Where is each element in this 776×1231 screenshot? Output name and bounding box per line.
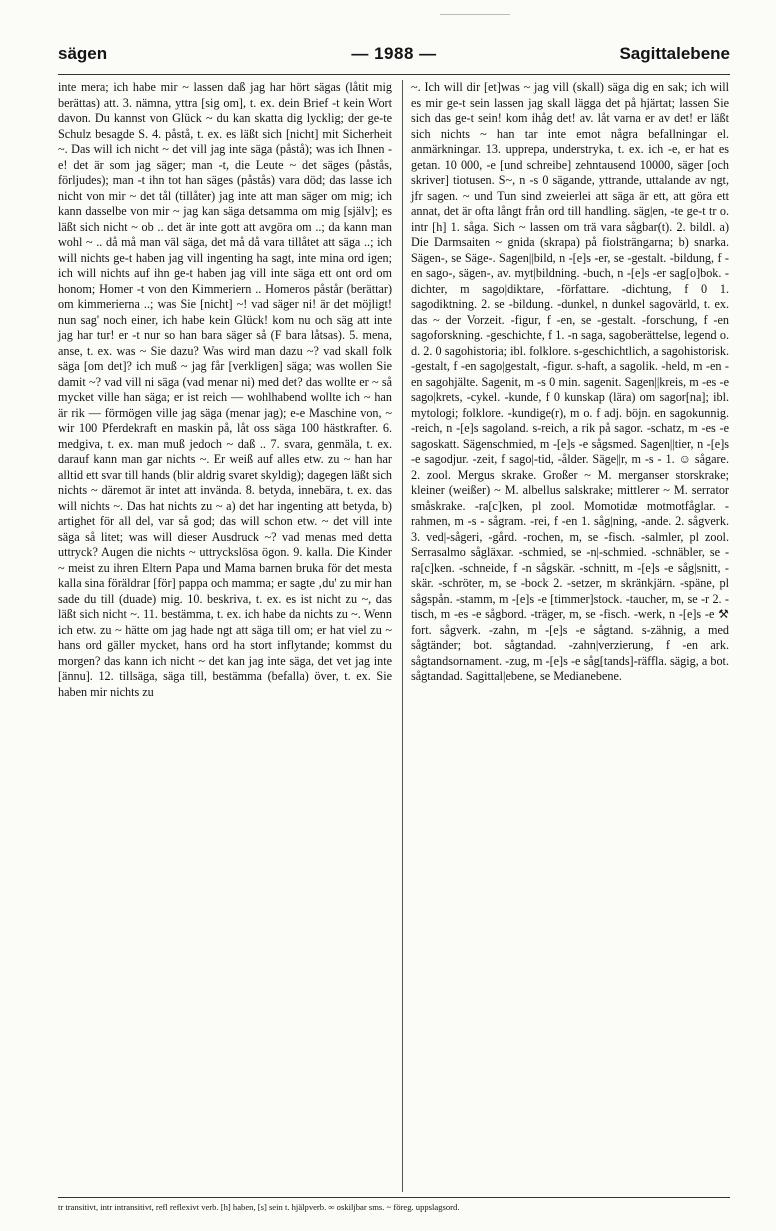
column-divider (402, 80, 403, 1192)
left-column (58, 80, 392, 700)
left-column-text: inte mera; ich habe mir ~ lassen daß jag har hört sägas (låtit mig berättas) att. 3. nämna, yttra [sig om], t. ex. dein Brief -t kein Wort davon. Du kannst von Glück ~ du kan skatta dig lycklig; der ge-te Schulz besagde S. 4. påstå, t. ex. es läßt sich [nicht] mit Sicherheit ~. Das will ich nicht ~ det vill jag inte säga (påstå); was ich Ihnen -e! det är som jag säger; man -t, die Leute ~ det säges (påstås, förljudes); man -t ihn tot han säges (påstås) vara död; das lasse ich nicht von mir ~ det tål (tillåter) jag inte att man säger om mig; ich kann dasselbe von mir ~ jag kan säga detsamma om mig [själv]; es läßt sich nicht ~ ob .. det är inte gott att avgöra om ..; da kann man wohl ~ .. då må man väl säga, det må då vara tillåtet att säga ..; ich will nichts ge-t haben jag vill ingenting ha sagt, inte mina ord igen; ich will nichts auf ihn ge-t haben jag vill inte säga ett ont ord om honom; Homer -t von den Kimmeriern .. Homeros påstår (berättar) om kimmerierna ..; was Sie [nicht] ~! vad säger ni! är det möjligt! nun sag' noch einer, ich habe kein Glück! kom nu och säg att inte jag har tur! er -t nur so han bara säger så (F bara låtsas). 5. mena, anse, t. ex. was ~ Sie dazu? Was wird man dazu ~? vad skall folk säga [om det]? ich muß ~ jag får [verkligen] säga; was wollen Sie damit ~? vad vill ni säga (vad menar ni) med det? das wollte er ~ så mycket ville han säga; er ist reich — wohlhabend wollte ich ~ han är rik — förmögen ville jag säga (menar jag); e-e Maschine von, ~ wir 100 Pferdekraft en maskin på, låt oss säga 100 hästkrafter. 6. medgiva, t. ex. man muß jedoch ~ daß .. 7. svara, genmäla, t. ex. darauf kann man gar nichts ~. Er weiß auf alles etw. zu ~ han har alltid ett svar till hands (blir aldrig svaret skyldig); dagegen läßt sich nichts ~ däremot är intet att invända. 8. betyda, innebära, t. ex. das will nichts ~. Das hat nichts zu ~ a) det har ingenting att betyda, b) artighet för all del, var så god; das will schon etw. ~ det vill inte säga så litet; was will dieser Ausdruck ~? vad menas med detta uttryck? Augen die nichts ~ uttryckslösa ögon. 9. kalla. Die Kinder ~ meist zu ihren Eltern Papa und Mama barnen bruka för det mesta kalla sina föräldrar [för] pappa och mamma; er sagte ‚du' zu mir han sade du till (duade) mig. 10. beskriva, t. ex. es ist nicht zu ~, das läßt sich nicht ~. 11. bestämma, t. ex. ich habe da nichts zu ~. Wenn ich etw. zu ~ hätte om jag hade ngt att säga till om; er hat viel zu ~ hans ord gäller mycket, hans ord ha stort inflytande; kommst du morgen? das kann ich nicht ~ det kan jag inte säga, det vet jag inte [ännu]. 12. tillsäga, säga till, bestämma (befalla) över, t. ex. Sie haben mir nichts zu (58, 80, 392, 699)
footer-rule (58, 1197, 730, 1198)
right-column-text: ~. Ich will dir [et]was ~ jag vill (skall) säga dig en sak; ich will es mir ge-t sein lassen jag skall lägga det på hjärtat; lassen Sie sich das ge-t sein! kom ihåg det! av. låt varna er av det! er läßt sich nichts ~ han tar inte emot några befallningar el. anmärkningar. 13. upprepa, understryka, t. ex. ich -e, er hat es getan. 10 000, -e [und schreibe] zehntausend 10000, säger [och skriver] tiotusen. S~, n -s 0 sägande, yttrande, uttalande av ngt, jfr sagen. ~ und Tun sind zweierlei att säga är ett, att göra ett annat, det är ofta långt från ord till handling. säg|en, -te ge-t tr o. intr [h] 1. såga. Sich ~ lassen om trä vara sågbar(t). 2. bildl. a) Die Darmsaiten ~ gnida (skrapa) på fiolsträngarna; b) snarka. Sägen-, se Säge-. Sagen||bild, n -[e]s -er, se -gestalt. -bildung, f -en sago-, sägen-, av. myt|bildning. -buch, n -[e]s -er sag[o]bok. -dichter, m sago|diktare, -författare. -dichtung, f 0 1. sagodiktning. 2. se -bildung. -dunkel, n dunkel sagovärld, t. ex. das ~ der Vorzeit. -figur, f -en, se -gestalt. -forschung, f -en sagoforskning. -geschichte, f 1. -n saga, sagoberättelse, legend o. d. 2. 0 sagohistoria; ibl. folklore. s-geschichtlich, a sagohistorisk. -gestalt, f -en sago|gestalt, -figur. s-haft, a sagolik. -held, m -en -en sagohjälte. Sagenit, m -s 0 min. sagenit. Sagen||kreis, m -es -e sago|krets, -cykel. -kunde, f 0 kunskap (lära) om sagor[na]; ibl. mytologi; folklore. -kundige(r), m o. f adj. böjn. en sagokunnig. -reich, n -[e]s sagoland. s-reich, a rik på sagor. -schatz, m -es -e sagoskatt. Sägenschmied, m -[e]s -e sågsmed. Sagen||tier, n -[e]s -e sagodjur. -zeit, f sago|-tid, -ålder. Säge||r, m -s - 1. ☺ sågare. 2. zool. Mergus skrake. Großer ~ M. merganser storskrake; kleiner (weißer) ~ M. albellus salskrake; mittlerer ~ M. serrator småskrake. -ra[c]ken, pl zool. Momotidæ motmotfåglar. -rahmen, m -s - sågram. -rei, f -en 1. såg|ning, -ande. 2. sågverk. 3. ved|-sågeri, -gård. -rochen, m, se -fisch. -salmler, pl zool. Serrasalmo sågläxar. -schmied, se -n|-schmied. -schnäbler, se -ra[c]ken. -schneide, f -n sågskär. -schnitt, m -[e]s -e såg|snitt, -skär. -schröter, m, se -bock 2. -setzer, m skränkjärn. -späne, pl sågspån. -stamm, m -[e]s -e [timmer]stock. -taucher, m, se -r 2. -tisch, m -es -e sågbord. -träger, m, se -fisch. -werk, n -[e]s -e ⚒ fort. sågverk. -zahn, m -[e]s -e sågtand. s-zähnig, a med sågtänder; bot. sågtandad. -zahn|verzierung, f -en ark. sågtandsornament. -zug, m -[e]s -e såg[tands]-räffla. sägig, a bot. sågtandad. Sagittal|ebene, se Medianebene. (411, 80, 729, 683)
abbreviation-footer: tr transitivt, intr intransitivt, refl reflexivt verb. [h] haben, [s] sein t. hjälpverb. ∞ oskiljbar sms. ~ föreg. uppslagsord. (58, 1202, 460, 1212)
right-column (411, 80, 729, 685)
header-first-entry: sägen (58, 44, 108, 63)
page-number: — 1988 — (351, 44, 437, 63)
scan-mark (440, 14, 510, 15)
header-last-entry: Sagittalebene (619, 44, 730, 63)
header-rule (58, 74, 730, 75)
page-header (58, 44, 730, 70)
